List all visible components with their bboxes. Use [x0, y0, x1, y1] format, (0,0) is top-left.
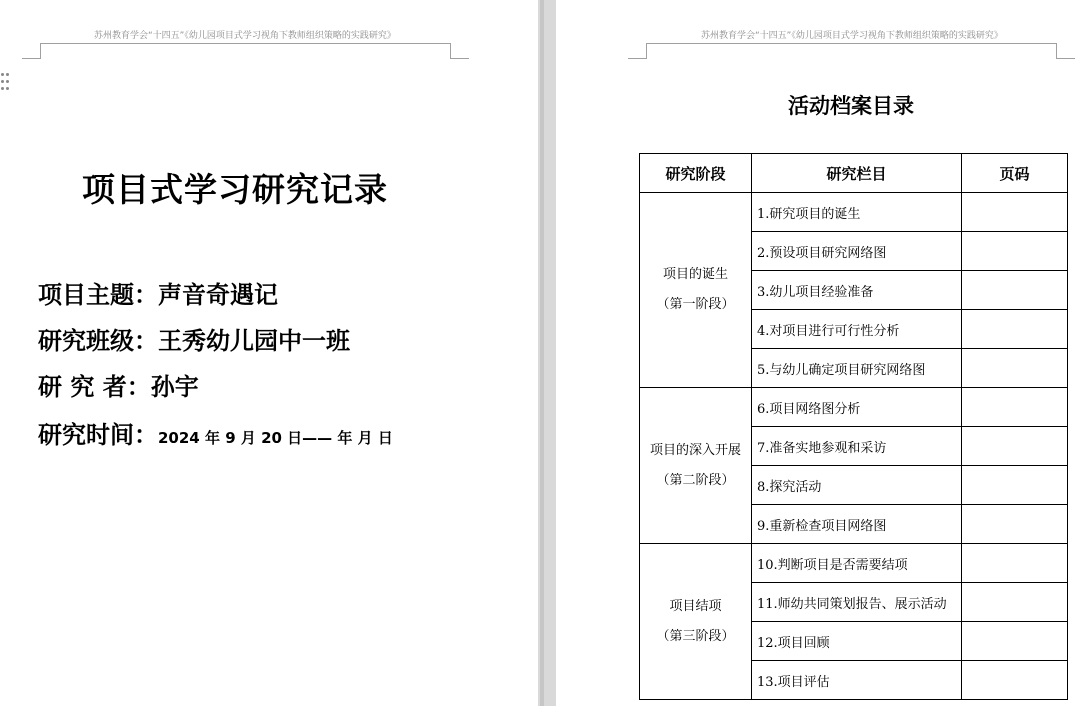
- toc-item[interactable]: 10.判断项目是否需要结项: [752, 544, 962, 583]
- field-research-time: [38, 415, 393, 450]
- stage-phase: （第二阶段）: [656, 472, 735, 488]
- toc-item[interactable]: 13.项目评估: [752, 661, 962, 700]
- margin-mark-left: [646, 43, 647, 58]
- page-number-cell: [962, 505, 1068, 544]
- margin-mark-right-h: [450, 58, 469, 59]
- page-header: 苏州教育学会“十四五”《幼儿园项目式学习视角下教师组织策略的实践研究》: [94, 31, 396, 41]
- field-researcher: [38, 367, 199, 402]
- table-row: [640, 544, 1068, 583]
- margin-mark-right: [1056, 43, 1057, 58]
- page-number-cell: [962, 349, 1068, 388]
- table-row: [640, 193, 1068, 232]
- column-header: 页码: [962, 154, 1068, 193]
- column-header: 研究阶段: [640, 154, 752, 193]
- page-number-cell: [962, 310, 1068, 349]
- page-number-cell: [962, 661, 1068, 700]
- stage-cell: [640, 388, 752, 544]
- page-number-cell: [962, 232, 1068, 271]
- page-number-cell: [962, 271, 1068, 310]
- toc-item[interactable]: 5.与幼儿确定项目研究网络图: [752, 349, 962, 388]
- toc-item[interactable]: 11.师幼共同策划报告、展示活动: [752, 583, 962, 622]
- toc-item[interactable]: 8.探究活动: [752, 466, 962, 505]
- header-rule: [646, 43, 1056, 44]
- toc-item[interactable]: 9.重新检查项目网络图: [752, 505, 962, 544]
- drag-handle-icon[interactable]: [0, 72, 12, 94]
- field-project-theme: [38, 275, 278, 310]
- toc-title: 活动档案目录: [788, 93, 914, 118]
- field-value: 2024 年 9 月 20 日—— 年 月 日: [158, 429, 393, 447]
- toc-item[interactable]: 6.项目网络图分析: [752, 388, 962, 427]
- page-number-cell: [962, 427, 1068, 466]
- toc-item[interactable]: 2.预设项目研究网络图: [752, 232, 962, 271]
- stage-phase: （第一阶段）: [656, 297, 735, 312]
- stage-cell: [640, 193, 752, 388]
- stage-name: 项目的诞生: [662, 267, 728, 282]
- page-number-cell: [962, 388, 1068, 427]
- field-value: 王秀幼儿园中一班: [158, 327, 350, 355]
- field-label: 研 究 者：: [38, 373, 151, 401]
- field-label: 研究时间：: [38, 421, 158, 449]
- margin-mark-right-h: [1056, 58, 1075, 59]
- page-number-cell: [962, 466, 1068, 505]
- table-row: [640, 388, 1068, 427]
- toc-item[interactable]: 3.幼儿项目经验准备: [752, 271, 962, 310]
- margin-mark-right: [450, 43, 451, 58]
- margin-mark-left: [40, 43, 41, 58]
- toc-item[interactable]: 7.准备实地参观和采访: [752, 427, 962, 466]
- field-value: 声音奇遇记: [158, 281, 278, 309]
- toc-item[interactable]: 1.研究项目的诞生: [752, 193, 962, 232]
- page-number-cell: [962, 622, 1068, 661]
- margin-mark-left-h: [22, 58, 41, 59]
- page-number-cell: [962, 544, 1068, 583]
- stage-name: 项目的深入开展: [649, 442, 741, 458]
- stage-phase: （第三阶段）: [656, 628, 735, 644]
- toc-item[interactable]: 4.对项目进行可行性分析: [752, 310, 962, 349]
- table-header-row: [640, 154, 1068, 193]
- page-gutter: [538, 0, 556, 706]
- toc-table: [639, 153, 1068, 700]
- margin-mark-left-h: [628, 58, 647, 59]
- page-number-cell: [962, 583, 1068, 622]
- stage-cell: [640, 544, 752, 700]
- field-label: 项目主题：: [38, 281, 158, 309]
- page-header: 苏州教育学会“十四五”《幼儿园项目式学习视角下教师组织策略的实践研究》: [701, 31, 1003, 41]
- column-header: 研究栏目: [752, 154, 962, 193]
- field-research-class: [38, 321, 350, 356]
- header-rule: [40, 43, 450, 44]
- field-value: 孙宇: [150, 373, 199, 401]
- cover-page: [0, 0, 538, 706]
- toc-page: [556, 0, 1091, 706]
- field-label: 研究班级：: [38, 327, 158, 355]
- page-number-cell: [962, 193, 1068, 232]
- cover-title: 项目式学习研究记录: [82, 170, 388, 209]
- toc-item[interactable]: 12.项目回顾: [752, 622, 962, 661]
- stage-name: 项目结项: [669, 598, 722, 614]
